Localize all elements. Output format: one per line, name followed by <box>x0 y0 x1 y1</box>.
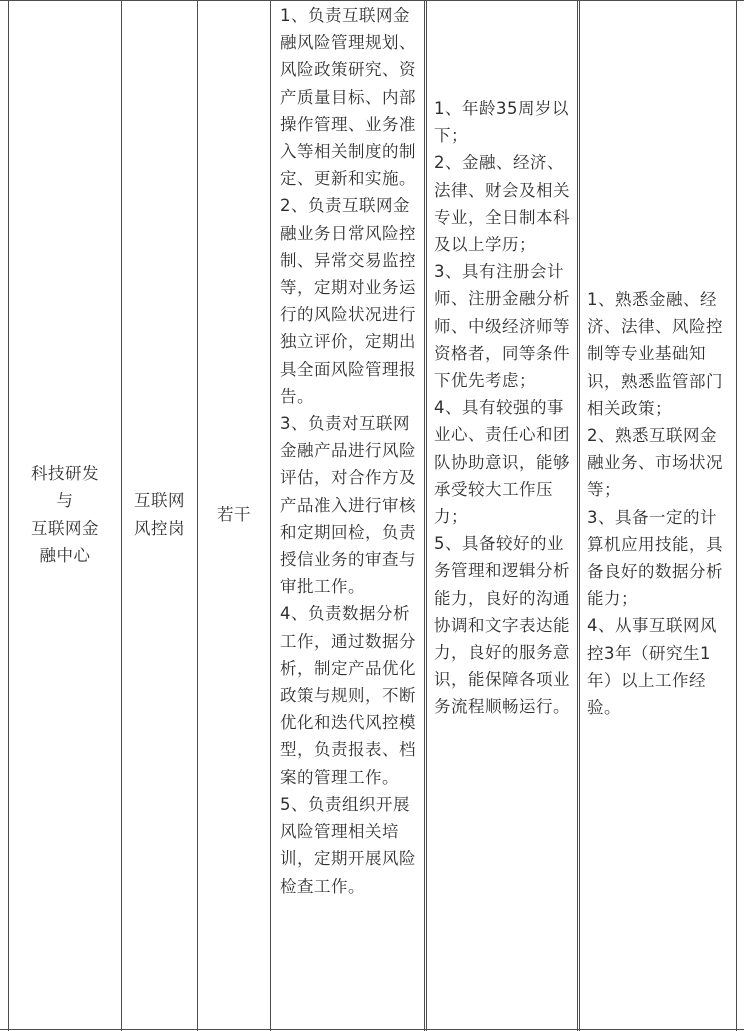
duty-item: 5、负责组织开展风险管理相关培训，定期开展风险检查工作。 <box>280 794 416 896</box>
col-border-6 <box>736 0 737 1031</box>
col-border-4 <box>424 0 427 1031</box>
col-border-5 <box>577 0 580 1031</box>
requirement-item: 1、年龄35周岁以下； <box>434 99 569 146</box>
department-line: 互联网金 <box>31 518 99 538</box>
duties-cell <box>280 2 420 900</box>
position-cell <box>122 0 197 1029</box>
headcount-cell <box>198 0 270 1029</box>
qualification-item: 4、从事互联网风控3年（研究生1年）以上工作经验。 <box>587 616 717 718</box>
position-line: 风控岗 <box>134 518 185 538</box>
duty-item: 4、负责数据分析工作，通过数据分析，制定产品优化政策与规则，不断优化和迭代风控模型，负责报表、档案的管理工作。 <box>280 604 416 787</box>
position-text <box>134 487 185 541</box>
requirement-item: 2、金融、经济、法律、财会及相关专业，全日制本科及以上学历； <box>434 153 570 255</box>
department-line: 与 <box>56 491 74 511</box>
col-border-3 <box>270 0 271 1031</box>
requirement-item: 4、具有较强的事业心、责任心和团队协助意识，能够承受较大工作压力； <box>434 398 570 527</box>
requirements-cell <box>434 95 572 721</box>
duty-item: 1、负责互联网金融风险管理规划、风险政策研究、资产质量目标、内部操作管理、业务准入等相关制度的制定、更新和实施。 <box>280 6 416 189</box>
department-line: 科技研发 <box>31 464 99 484</box>
qualifications-cell <box>587 286 732 721</box>
requirement-item: 5、具备较好的业务管理和逻辑分析能力，良好的沟通协调和文字表达能力，良好的服务意识，能保障各项业务流程顺畅运行。 <box>434 534 570 717</box>
department-line: 融中心 <box>39 545 91 565</box>
requirement-item: 3、具有注册会计师、注册金融分析师、中级经济师等资格者，同等条件下优先考虑； <box>434 262 570 391</box>
duty-item: 2、负责互联网金融业务日常风险控制、异常交易监控等，定期对业务运行的风险状况进行独立评价，定期出具全面风险管理报告。 <box>280 196 416 406</box>
qualification-item: 1、熟悉金融、经济、法律、风险控制等专业基础知识，熟悉监管部门相关政策； <box>587 290 723 418</box>
department-text <box>31 460 99 569</box>
position-line: 互联网 <box>134 491 185 511</box>
table-bottom-border <box>0 1029 744 1030</box>
headcount-value: 若干 <box>217 504 251 524</box>
department-cell <box>9 0 121 1029</box>
duty-item: 3、负责对互联网金融产品进行风险评估，对合作方及产品准入进行审核和定期回检，负责授信业务的审查与审批工作。 <box>280 414 416 597</box>
qualification-item: 2、熟悉互联网金融业务、市场状况等； <box>587 426 723 500</box>
qualification-item: 3、具备一定的计算机应用技能，具备良好的数据分析能力； <box>587 507 723 609</box>
